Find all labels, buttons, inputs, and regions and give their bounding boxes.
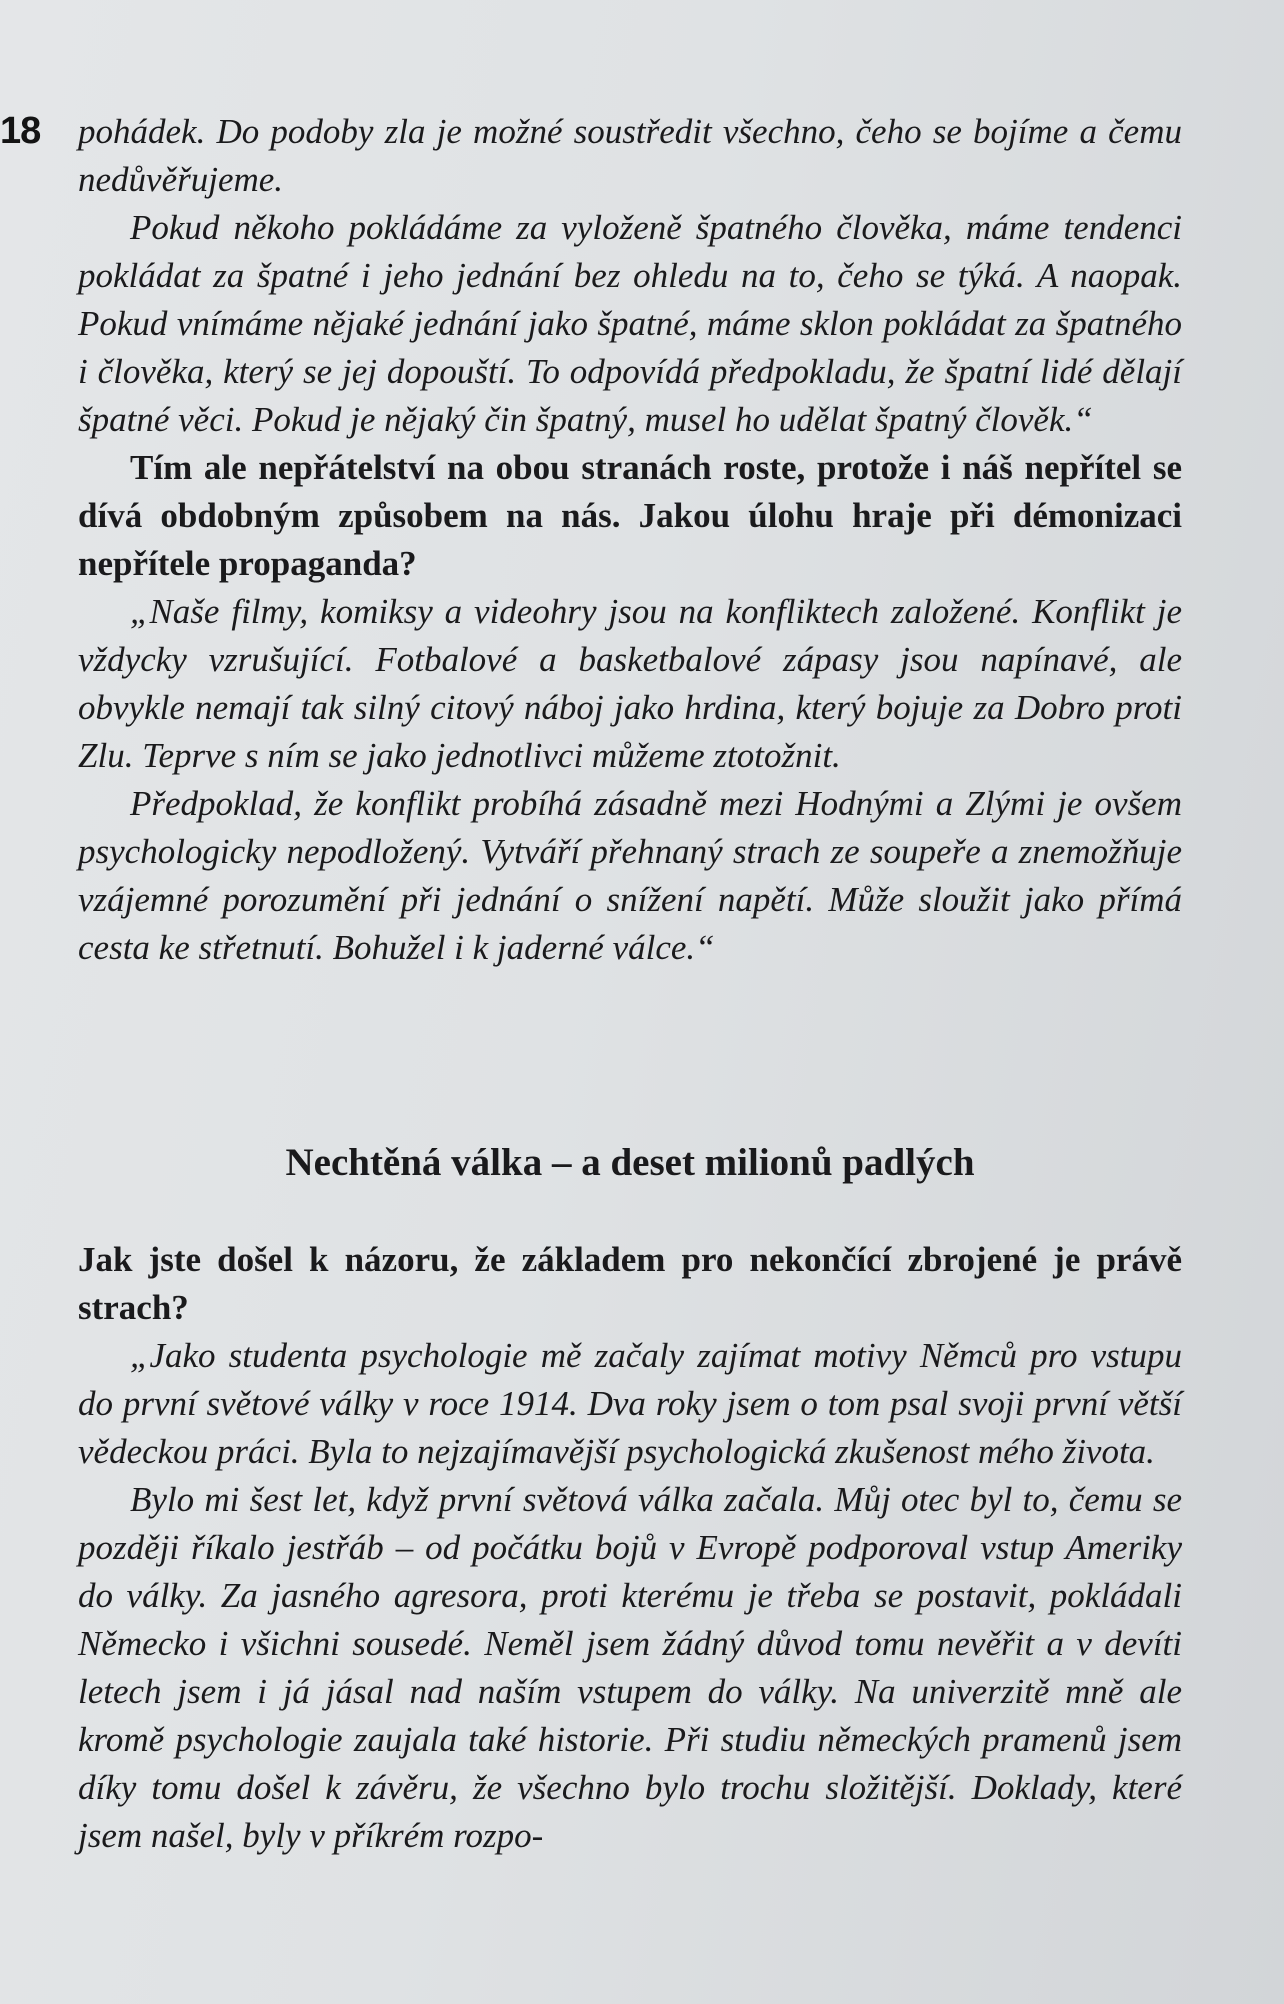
paragraph: „Jako studenta psychologie mě začaly zajímat motivy Němců pro vstupu do první světové války v roce 1914. Dva roky jsem o tom psal svoji první větší vědeckou práci. Byla to nejzajímavější psychologická zkušenost mého života. [78, 1336, 1182, 1471]
paragraph: Pokud někoho pokládáme za vyloženě špatného člověka, máme tendenci pokládat za špatné i jeho jednání bez ohledu na to, čeho se týká. A naopak. Pokud vnímáme nějaké jednání jako špatné, máme sklon pokládat za špatného i člověka, který se jej dopouští. To odpovídá předpokladu, že špatní lidé dělají špatné věci. Pokud je nějaký čin špatný, musel ho udělat špatný člověk.“ [78, 208, 1182, 439]
page-number: 18 [0, 110, 41, 152]
interview-question: Tím ale nepřátelství na obou stranách roste, protože i náš nepřítel se dívá obdobným způsobem na nás. Jakou úlohu hraje při démonizaci nepřítele propaganda? [78, 448, 1182, 583]
paragraph: „Naše filmy, komiksy a videohry jsou na konfliktech založené. Konflikt je vždycky vzrušující. Fotbalové a basketbalové zápasy jsou napínavé, ale obvykle nemají tak silný citový náboj jako hrdina, který bojuje za Dobro proti Zlu. Teprve s ním se jako jednotlivci můžeme ztotožnit. [78, 592, 1182, 775]
text-block-lower [78, 1236, 1182, 1860]
paragraph: Bylo mi šest let, když první světová válka začala. Můj otec byl to, čemu se později říkalo jestřáb – od počátku bojů v Evropě podporoval vstup Ameriky do války. Za jasného agresora, proti kterému je třeba se postavit, pokládali Německo i všichni sousedé. Neměl jsem žádný důvod tomu nevěřit a v devíti letech jsem i já jásal nad naším vstupem do války. Na univerzitě mně ale kromě psychologie zaujala také historie. Při studiu německých pramenů jsem díky tomu došel k závěru, že všechno bylo trochu složitější. Doklady, které jsem našel, byly v příkrém rozpo- [78, 1480, 1182, 1855]
section-heading: Nechtěná válka – a deset milionů padlých [285, 1141, 975, 1184]
interview-question: Jak jste došel k názoru, že základem pro nekončící zbrojené je právě strach? [78, 1240, 1182, 1327]
paragraph: Předpoklad, že konflikt probíhá zásadně mezi Hodnými a Zlými je ovšem psychologicky nepodložený. Vytváří přehnaný strach ze soupeře a znemožňuje vzájemné porozumění při jednání o snížení napětí. Může sloužit jako přímá cesta ke střetnutí. Bohužel i k jaderné válce.“ [78, 784, 1182, 967]
text-block-upper [78, 108, 1182, 972]
paragraph: pohádek. Do podoby zla je možné soustředit všechno, čeho se bojíme a čemu nedůvěřujeme. [78, 112, 1182, 199]
